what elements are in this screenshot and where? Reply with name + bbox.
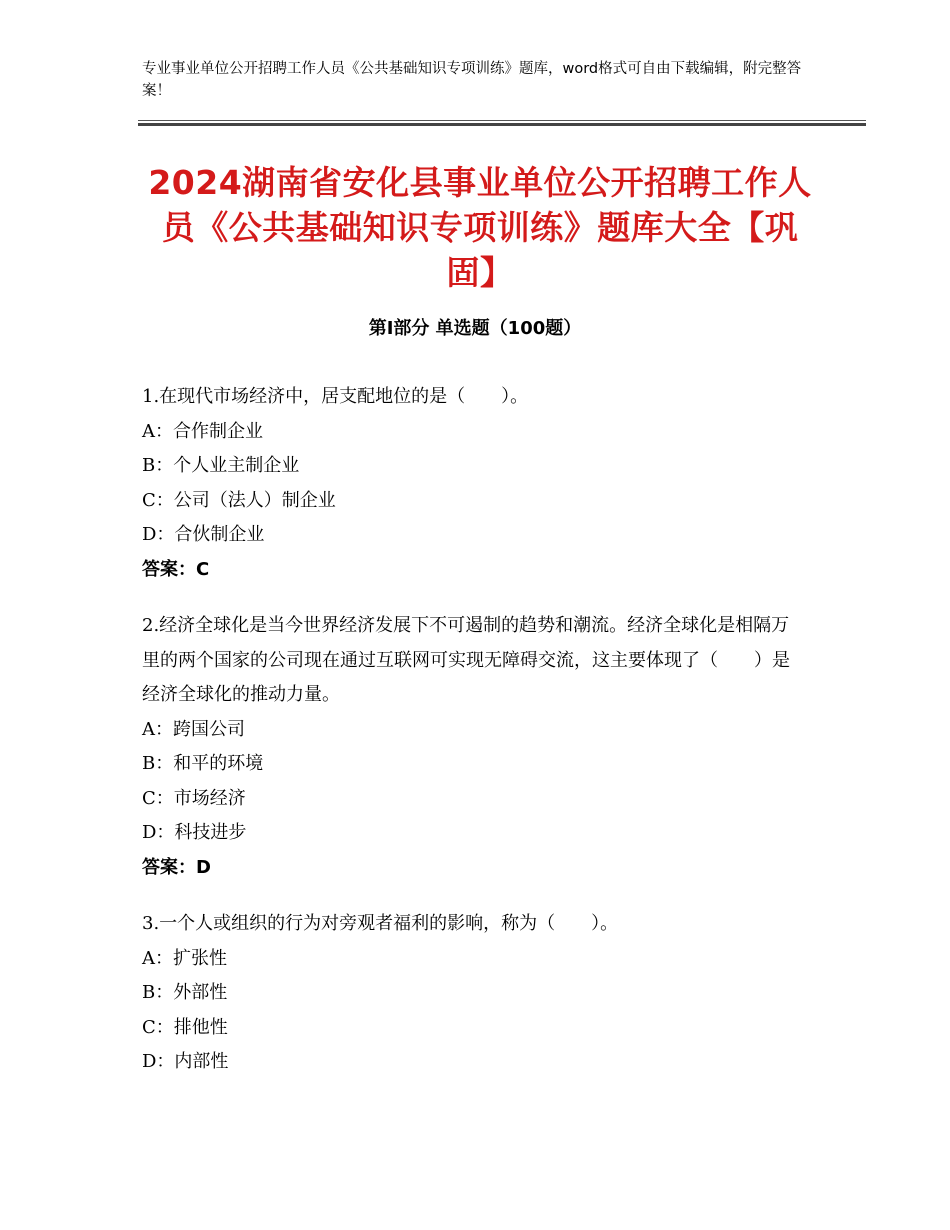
option-c: C：市场经济 [142, 787, 246, 809]
answer: 答案：C [142, 558, 210, 580]
option-b: B：和平的环境 [142, 753, 264, 774]
header-divider-thin [138, 120, 866, 121]
question-list [142, 380, 802, 1102]
answer: 答案：D [142, 856, 211, 878]
option-a: A：跨国公司 [142, 718, 245, 740]
option-a: A：扩张性 [142, 947, 227, 969]
option-d: D：合伙制企业 [142, 524, 265, 545]
question-1 [142, 380, 802, 587]
header-note: 专业事业单位公开招聘工作人员《公共基础知识专项训练》题库，word格式可自由下载编辑，附完整答案！ [142, 61, 802, 99]
option-c: C：排他性 [142, 1016, 228, 1038]
option-b: B：个人业主制企业 [142, 455, 300, 476]
question-3 [142, 907, 802, 1080]
option-d: D：科技进步 [142, 822, 247, 843]
option-c: C：公司（法人）制企业 [142, 489, 336, 511]
header-divider-thick [138, 123, 866, 126]
option-d: D：内部性 [142, 1051, 229, 1072]
document-title: 2024湖南省安化县事业单位公开招聘工作人员《公共基础知识专项训练》题库大全【巩固】 [148, 163, 812, 292]
question-stem: 1.在现代市场经济中，居支配地位的是（ ）。 [142, 386, 529, 407]
option-b: B：外部性 [142, 982, 228, 1003]
option-a: A：合作制企业 [142, 420, 263, 442]
question-stem: 2.经济全球化是当今世界经济发展下不可遏制的趋势和潮流。经济全球化是相隔万里的两个国家的公司现在通过互联网可实现无障碍交流，这主要体现了（ ）是经济全球化的推动力量。 [142, 615, 790, 705]
question-2 [142, 609, 802, 885]
section-title: 第Ⅰ部分 单选题（100题） [368, 318, 582, 339]
question-stem: 3.一个人或组织的行为对旁观者福利的影响，称为（ ）。 [142, 913, 619, 934]
